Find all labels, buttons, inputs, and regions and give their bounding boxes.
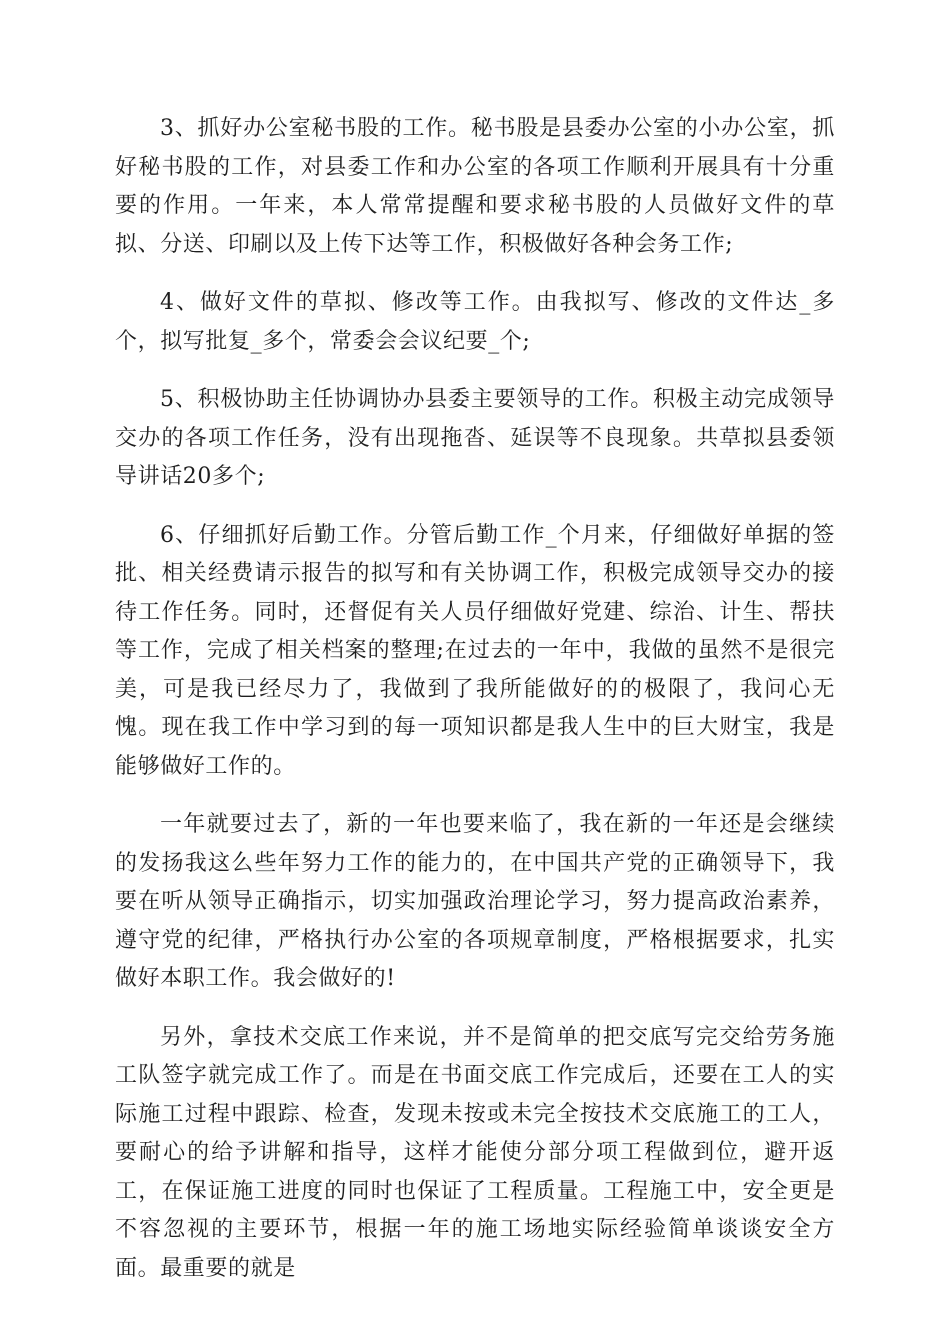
paragraph-item-6: 6、仔细抓好后勤工作。分管后勤工作_个月来，仔细做好单据的签批、相关经费请示报告的拟写和有关协调工作，积极完成领导交办的接待工作任务。同时，还督促有关人员仔细做好党建、综治、计生、帮扶等工作，完成了相关档案的整理;在过去的一年中，我做的虽然不是很完美，可是我已经尽力了，我做到了我所能做好的的极限了，我问心无愧。现在我工作中学习到的每一项知识都是我人生中的巨大财宝，我是能够做好工作的。 [115,522,835,779]
paragraph-item-4: 4、做好文件的草拟、修改等工作。由我拟写、修改的文件达_多个，拟写批复_多个，常委会会议纪要_个; [115,290,835,354]
paragraph-new-year: 一年就要过去了，新的一年也要来临了，我在新的一年还是会继续的发扬我这么些年努力工作的能力的，在中国共产党的正确领导下，我要在听从领导正确指示，切实加强政治理论学习，努力提高政治素养，遵守党的纪律，严格执行办公室的各项规章制度，严格根据要求，扎实做好本职工作。我会做好的! [115,812,835,991]
paragraph-technical-briefing: 另外，拿技术交底工作来说，并不是简单的把交底写完交给劳务施工队签字就完成工作了。而是在书面交底工作完成后，还要在工人的实际施工过程中跟踪、检查，发现未按或未完全按技术交底施工的工人，要耐心的给予讲解和指导，这样才能使分部分项工程做到位，避开返工，在保证施工进度的同时也保证了工程质量。工程施工中，安全更是不容忽视的主要环节，根据一年的施工场地实际经验简单谈谈安全方面。最重要的就是 [115,1024,835,1281]
paragraph-item-5: 5、积极协助主任协调协办县委主要领导的工作。积极主动完成领导交办的各项工作任务，没有出现拖沓、延误等不良现象。共草拟县委领导讲话20多个; [115,387,835,489]
document-body [115,110,835,1308]
paragraph-item-3: 3、抓好办公室秘书股的工作。秘书股是县委办公室的小办公室，抓好秘书股的工作，对县委工作和办公室的各项工作顺利开展具有十分重要的作用。一年来，本人常常提醒和要求秘书股的人员做好文件的草拟、分送、印刷以及上传下达等工作，积极做好各种会务工作; [115,116,835,257]
